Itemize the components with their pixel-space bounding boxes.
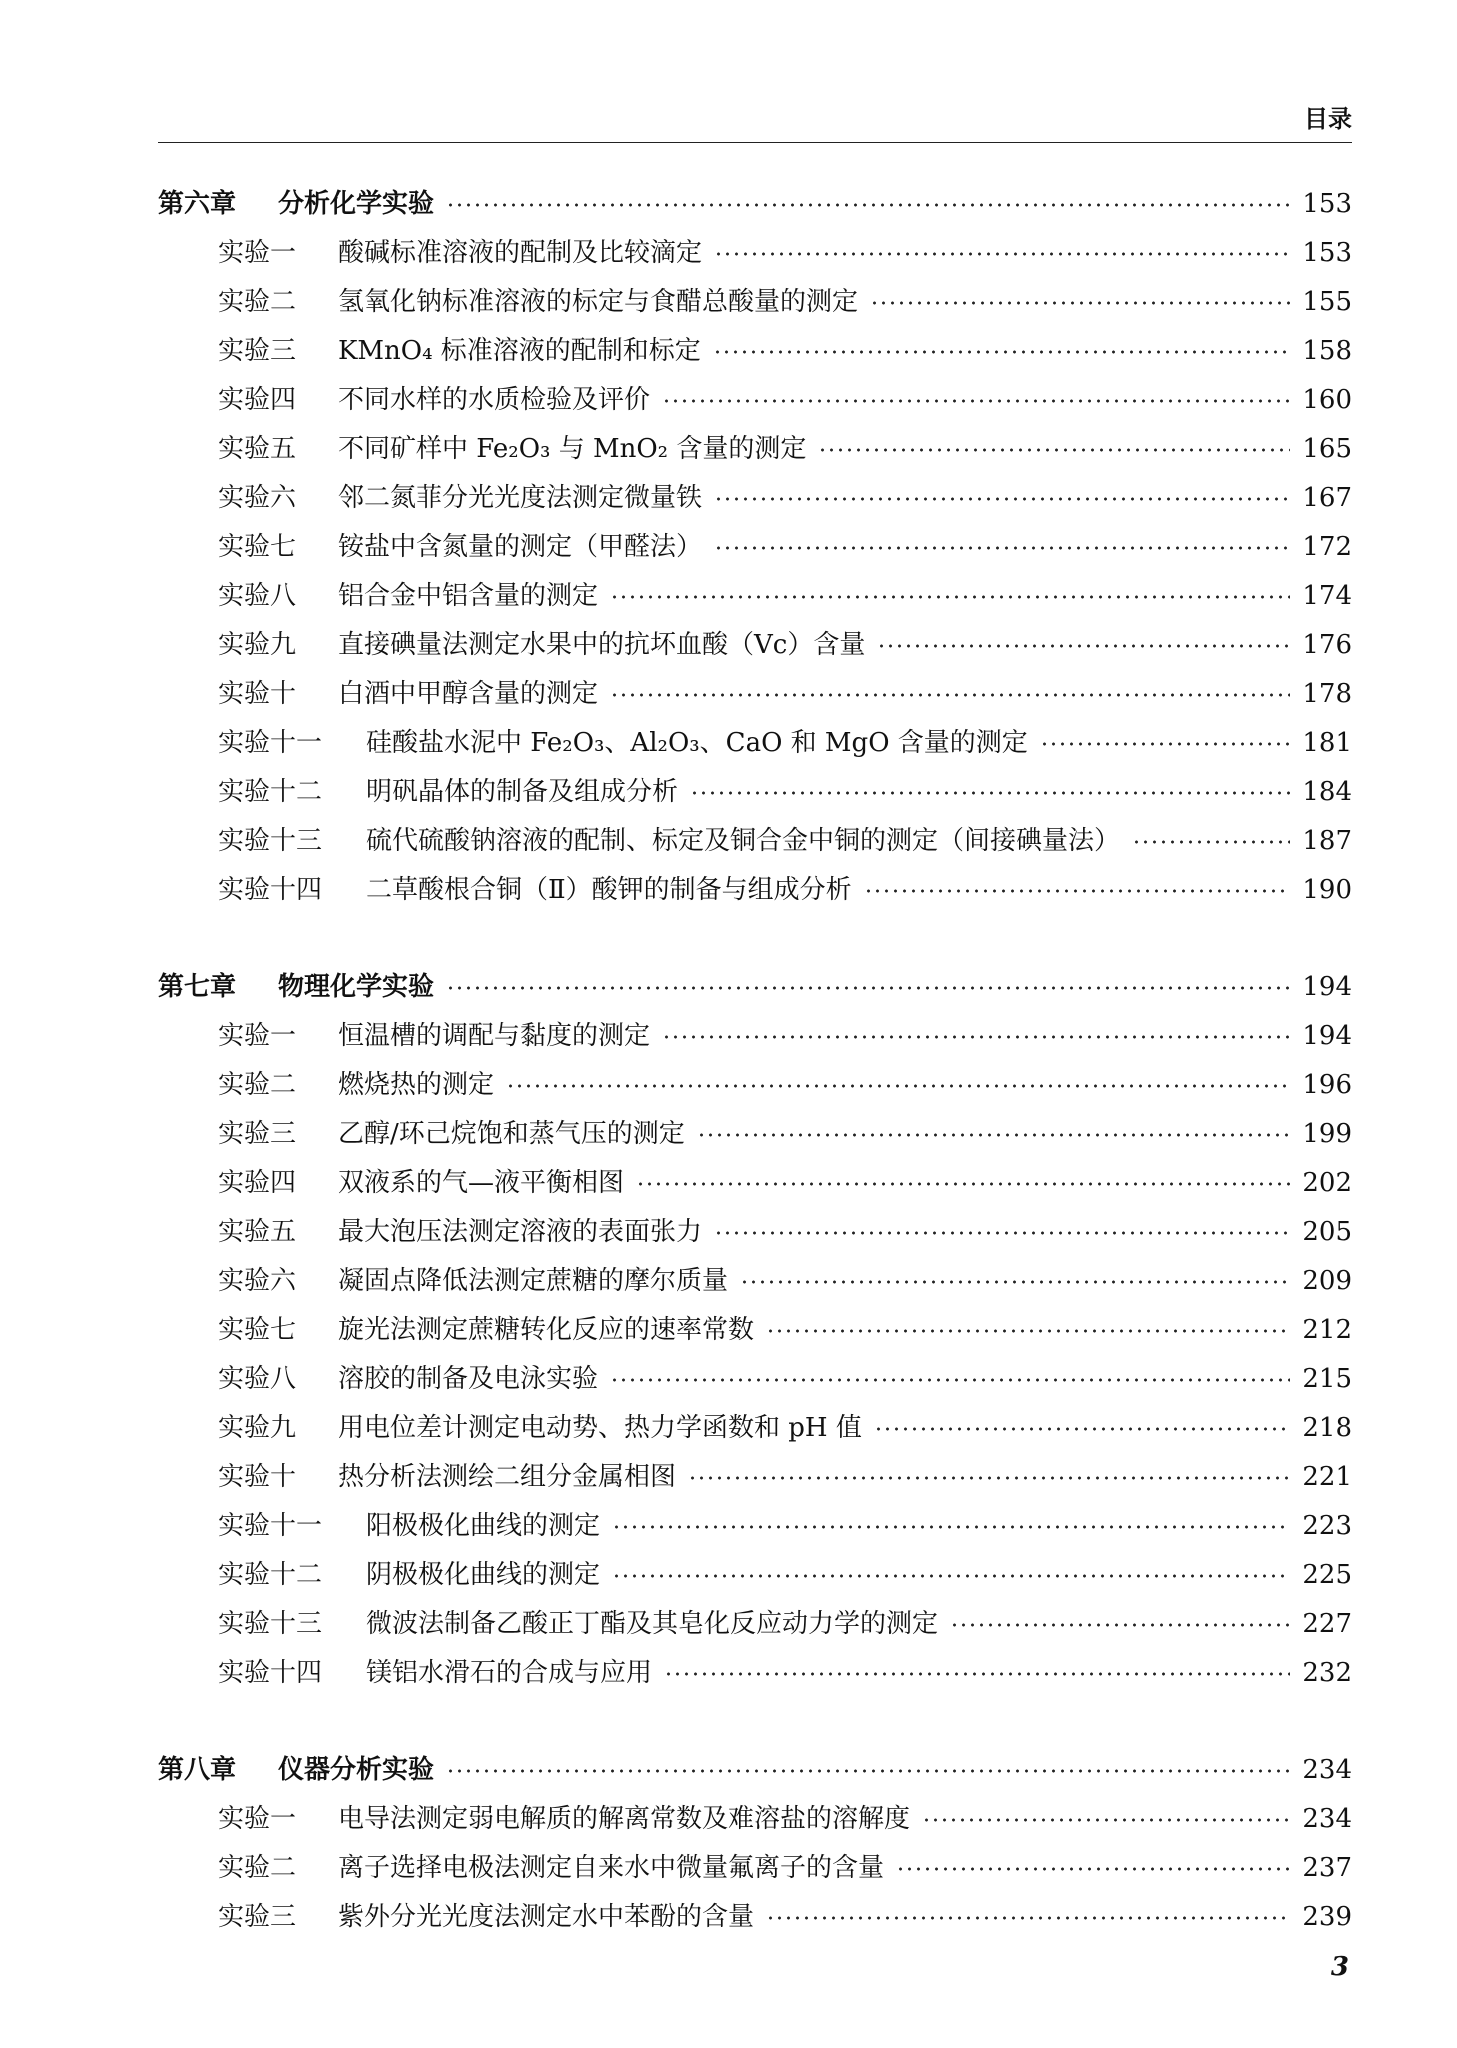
entry-page-number: 223 [1302, 1511, 1352, 1541]
experiment-entry[interactable] [158, 1844, 1352, 1893]
entry-title: 离子选择电极法测定自来水中微量氟离子的含量 [338, 1853, 885, 1883]
experiment-entry[interactable] [158, 1208, 1352, 1257]
entry-page-number: 232 [1302, 1658, 1352, 1688]
entry-title: 阴极极化曲线的测定 [366, 1560, 601, 1590]
entry-label: 实验九 [218, 1413, 297, 1443]
dot-leader [1132, 839, 1290, 845]
entry-title: 不同水样的水质检验及评价 [338, 385, 651, 415]
entry-page-number: 176 [1302, 630, 1352, 660]
experiment-entry[interactable] [158, 327, 1352, 376]
dot-leader [690, 790, 1290, 796]
entry-page-number: 160 [1302, 385, 1352, 415]
entry-page-number: 221 [1302, 1462, 1352, 1492]
entry-title: 双液系的气—液平衡相图 [338, 1168, 625, 1198]
entry-label: 实验十二 [218, 777, 323, 807]
entry-title: 邻二氮菲分光光度法测定微量铁 [338, 483, 703, 513]
page-number: 3 [1330, 1952, 1349, 1982]
entry-label: 第七章 [158, 972, 237, 1002]
entry-page-number: 237 [1302, 1853, 1352, 1883]
dot-leader [662, 398, 1290, 404]
dot-leader [610, 1377, 1290, 1383]
entry-label: 实验二 [218, 1853, 297, 1883]
dot-leader [610, 594, 1290, 600]
entry-title: 用电位差计测定电动势、热力学函数和 pH 值 [338, 1413, 862, 1443]
entry-label: 实验八 [218, 581, 297, 611]
entry-title: 旋光法测定蔗糖转化反应的速率常数 [338, 1315, 755, 1345]
experiment-entry[interactable] [158, 670, 1352, 719]
entry-page-number: 158 [1302, 336, 1352, 366]
entry-title: 恒温槽的调配与黏度的测定 [338, 1021, 651, 1051]
experiment-entry[interactable] [158, 1061, 1352, 1110]
dot-leader [714, 545, 1290, 551]
entry-label: 实验十三 [218, 826, 323, 856]
dot-leader [446, 985, 1290, 991]
entry-page-number: 209 [1302, 1266, 1352, 1296]
dot-leader [714, 1230, 1290, 1236]
experiment-entry[interactable] [158, 1795, 1352, 1844]
experiment-entry[interactable] [158, 474, 1352, 523]
dot-leader [446, 202, 1290, 208]
entry-title: 热分析法测绘二组分金属相图 [338, 1462, 677, 1492]
dot-leader [818, 447, 1290, 453]
experiment-entry[interactable] [158, 1012, 1352, 1061]
entry-title: 仪器分析实验 [278, 1755, 435, 1785]
experiment-entry[interactable] [158, 1453, 1352, 1502]
entry-label: 实验六 [218, 483, 297, 513]
entry-page-number: 178 [1302, 679, 1352, 709]
entry-page-number: 153 [1302, 238, 1352, 268]
entry-page-number: 227 [1302, 1609, 1352, 1639]
experiment-entry[interactable] [158, 1649, 1352, 1698]
entry-title: 直接碘量法测定水果中的抗坏血酸（Vc）含量 [338, 630, 866, 660]
dot-leader [766, 1328, 1290, 1334]
entry-page-number: 199 [1302, 1119, 1352, 1149]
experiment-entry[interactable] [158, 1306, 1352, 1355]
entry-page-number: 194 [1302, 972, 1352, 1002]
entry-page-number: 153 [1302, 189, 1352, 219]
entry-title: 分析化学实验 [278, 189, 435, 219]
experiment-entry[interactable] [158, 1159, 1352, 1208]
entry-page-number: 181 [1302, 728, 1352, 758]
dot-leader [874, 1426, 1291, 1432]
entry-page-number: 225 [1302, 1560, 1352, 1590]
dot-leader [664, 1671, 1290, 1677]
dot-leader [612, 1573, 1290, 1579]
experiment-entry[interactable] [158, 572, 1352, 621]
entry-page-number: 184 [1302, 777, 1352, 807]
chapter-entry[interactable] [158, 1746, 1352, 1795]
entry-label: 实验五 [218, 434, 297, 464]
entry-label: 实验一 [218, 1804, 297, 1834]
entry-title: 溶胶的制备及电泳实验 [338, 1364, 599, 1394]
entry-label: 实验十 [218, 679, 297, 709]
entry-label: 实验二 [218, 1070, 297, 1100]
entry-title: 氢氧化钠标准溶液的标定与食醋总酸量的测定 [338, 287, 859, 317]
entry-label: 实验五 [218, 1217, 297, 1247]
entry-page-number: 234 [1302, 1755, 1352, 1785]
dot-leader [877, 643, 1290, 649]
entry-title: 明矾晶体的制备及组成分析 [366, 777, 679, 807]
dot-leader [697, 1132, 1291, 1138]
entry-label: 实验六 [218, 1266, 297, 1296]
entry-title: 白酒中甲醇含量的测定 [338, 679, 599, 709]
entry-label: 实验四 [218, 1168, 297, 1198]
experiment-entry[interactable] [158, 376, 1352, 425]
entry-page-number: 205 [1302, 1217, 1352, 1247]
entry-title: 乙醇/环己烷饱和蒸气压的测定 [338, 1119, 685, 1149]
entry-title: 硫代硫酸钠溶液的配制、标定及铜合金中铜的测定（间接碘量法） [366, 826, 1121, 856]
chapter-entry[interactable] [158, 180, 1352, 229]
entry-page-number: 174 [1302, 581, 1352, 611]
dot-leader [870, 300, 1290, 306]
entry-page-number: 202 [1302, 1168, 1352, 1198]
entry-label: 实验二 [218, 287, 297, 317]
dot-leader [896, 1866, 1290, 1872]
experiment-entry[interactable] [158, 866, 1352, 915]
entry-page-number: 212 [1302, 1315, 1352, 1345]
entry-label: 实验七 [218, 532, 297, 562]
entry-title: 电导法测定弱电解质的解离常数及难溶盐的溶解度 [338, 1804, 911, 1834]
entry-page-number: 218 [1302, 1413, 1352, 1443]
entry-label: 实验十四 [218, 1658, 323, 1688]
entry-label: 实验三 [218, 336, 297, 366]
entry-label: 实验三 [218, 1119, 297, 1149]
dot-leader [1040, 741, 1291, 747]
experiment-entry[interactable] [158, 278, 1352, 327]
dot-leader [636, 1181, 1290, 1187]
entry-title: 铵盐中含氮量的测定（甲醛法） [338, 532, 703, 562]
chapter-section [158, 1746, 1352, 1942]
entry-title: 阳极极化曲线的测定 [366, 1511, 601, 1541]
entry-title: 不同矿样中 Fe₂O₃ 与 MnO₂ 含量的测定 [338, 434, 807, 464]
entry-label: 第六章 [158, 189, 237, 219]
entry-label: 实验一 [218, 1021, 297, 1051]
dot-leader [922, 1817, 1290, 1823]
entry-title: KMnO₄ 标准溶液的配制和标定 [338, 336, 701, 366]
entry-label: 实验十一 [218, 1511, 323, 1541]
chapter-section [158, 963, 1352, 1698]
entry-page-number: 187 [1302, 826, 1352, 856]
dot-leader [766, 1915, 1290, 1921]
entry-title: 二草酸根合铜（Ⅱ）酸钾的制备与组成分析 [366, 875, 852, 905]
entry-label: 实验十四 [218, 875, 323, 905]
running-head: 目录 [1304, 105, 1352, 133]
entry-page-number: 239 [1302, 1902, 1352, 1932]
chapter-section [158, 180, 1352, 915]
entry-title: 最大泡压法测定溶液的表面张力 [338, 1217, 703, 1247]
dot-leader [612, 1524, 1290, 1530]
entry-label: 第八章 [158, 1755, 237, 1785]
entry-label: 实验八 [218, 1364, 297, 1394]
dot-leader [713, 349, 1291, 355]
entry-title: 凝固点降低法测定蔗糖的摩尔质量 [338, 1266, 729, 1296]
entry-label: 实验三 [218, 1902, 297, 1932]
entry-title: 铝合金中铝含量的测定 [338, 581, 599, 611]
entry-label: 实验一 [218, 238, 297, 268]
experiment-entry[interactable] [158, 1355, 1352, 1404]
entry-page-number: 190 [1302, 875, 1352, 905]
entry-page-number: 165 [1302, 434, 1352, 464]
dot-leader [610, 692, 1290, 698]
experiment-entry[interactable] [158, 1257, 1352, 1306]
experiment-entry[interactable] [158, 1502, 1352, 1551]
dot-leader [714, 496, 1290, 502]
entry-title: 酸碱标准溶液的配制及比较滴定 [338, 238, 703, 268]
entry-page-number: 194 [1302, 1021, 1352, 1051]
table-of-contents [158, 180, 1352, 1942]
experiment-entry[interactable] [158, 523, 1352, 572]
dot-leader [446, 1768, 1290, 1774]
entry-label: 实验十二 [218, 1560, 323, 1590]
experiment-entry[interactable] [158, 1110, 1352, 1159]
dot-leader [688, 1475, 1290, 1481]
experiment-entry[interactable] [158, 229, 1352, 278]
entry-label: 实验七 [218, 1315, 297, 1345]
experiment-entry[interactable] [158, 425, 1352, 474]
entry-title: 燃烧热的测定 [338, 1070, 495, 1100]
entry-label: 实验十一 [218, 728, 323, 758]
entry-label: 实验四 [218, 385, 297, 415]
entry-page-number: 215 [1302, 1364, 1352, 1394]
experiment-entry[interactable] [158, 768, 1352, 817]
entry-title: 微波法制备乙酸正丁酯及其皂化反应动力学的测定 [366, 1609, 939, 1639]
experiment-entry[interactable] [158, 621, 1352, 670]
entry-page-number: 155 [1302, 287, 1352, 317]
entry-page-number: 167 [1302, 483, 1352, 513]
entry-title: 硅酸盐水泥中 Fe₂O₃、Al₂O₃、CaO 和 MgO 含量的测定 [366, 728, 1028, 758]
dot-leader [506, 1083, 1290, 1089]
entry-title: 紫外分光光度法测定水中苯酚的含量 [338, 1902, 755, 1932]
entry-page-number: 196 [1302, 1070, 1352, 1100]
experiment-entry[interactable] [158, 719, 1352, 768]
dot-leader [950, 1622, 1290, 1628]
dot-leader [864, 888, 1291, 894]
header-rule [158, 142, 1352, 143]
dot-leader [662, 1034, 1290, 1040]
entry-label: 实验九 [218, 630, 297, 660]
experiment-entry[interactable] [158, 1893, 1352, 1942]
dot-leader [740, 1279, 1290, 1285]
entry-label: 实验十三 [218, 1609, 323, 1639]
chapter-entry[interactable] [158, 963, 1352, 1012]
entry-page-number: 172 [1302, 532, 1352, 562]
entry-page-number: 234 [1302, 1804, 1352, 1834]
entry-label: 实验十 [218, 1462, 297, 1492]
entry-title: 镁铝水滑石的合成与应用 [366, 1658, 653, 1688]
dot-leader [714, 251, 1290, 257]
experiment-entry[interactable] [158, 817, 1352, 866]
entry-title: 物理化学实验 [278, 972, 435, 1002]
experiment-entry[interactable] [158, 1404, 1352, 1453]
experiment-entry[interactable] [158, 1551, 1352, 1600]
experiment-entry[interactable] [158, 1600, 1352, 1649]
